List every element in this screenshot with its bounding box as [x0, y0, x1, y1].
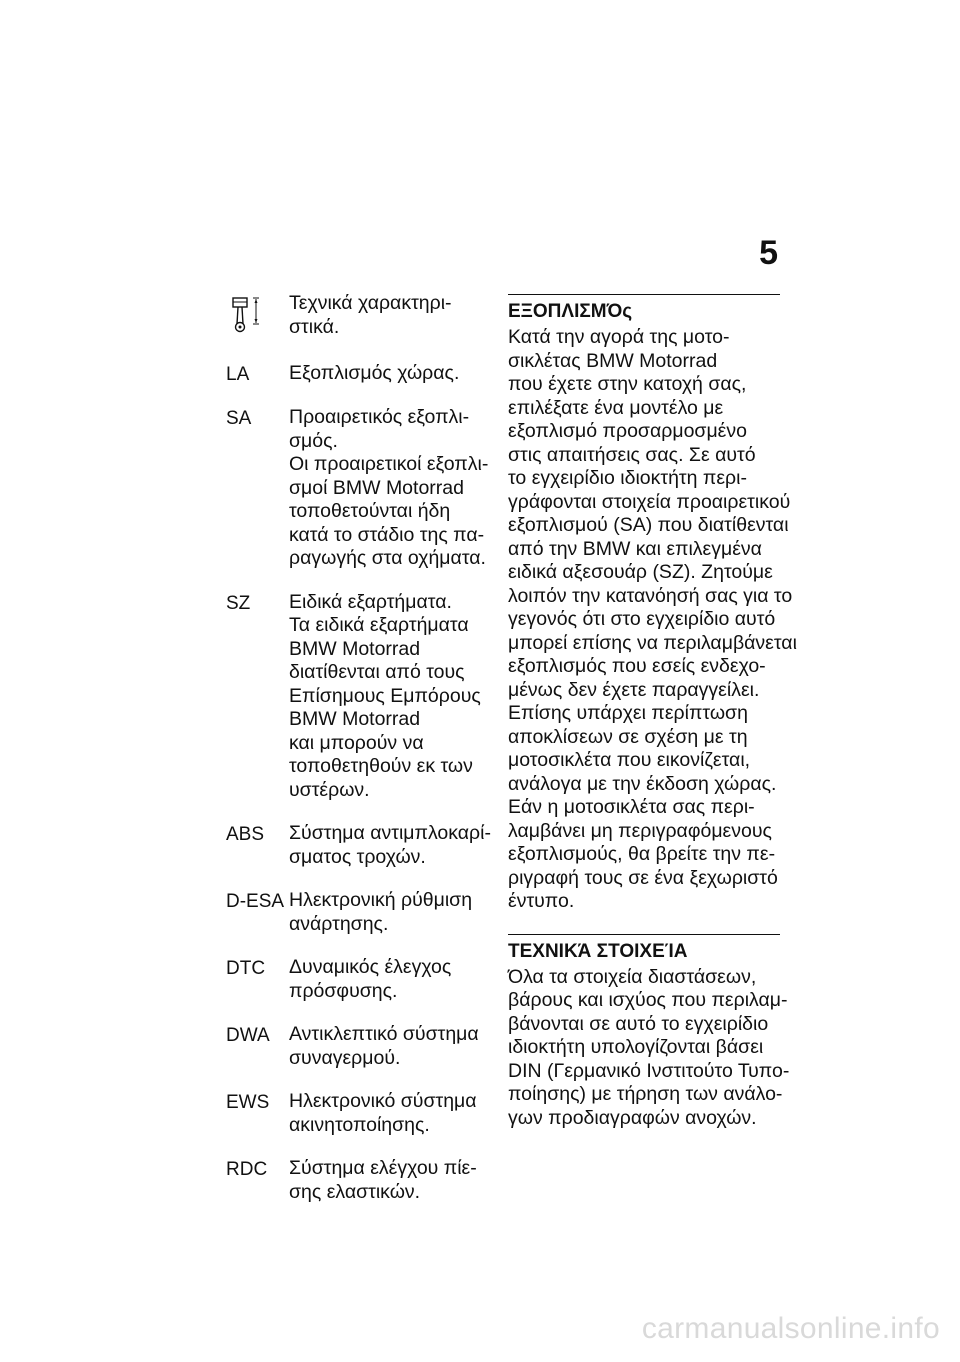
text-line: ακινητοποίησης.	[289, 1113, 430, 1136]
text-line: ριγραφή τους σε ένα ξεχωριστό	[508, 866, 778, 889]
text-line: ραγωγής στα οχήματα.	[289, 547, 486, 569]
text-line: Ηλεκτρονική ρύθμιση	[289, 889, 473, 911]
text-line: στικά.	[289, 315, 340, 338]
glossary-entry-sz	[226, 591, 486, 803]
text-line: ανάρτησης.	[289, 912, 389, 935]
text-line: Προαιρετικός εξοπλι-	[289, 406, 470, 428]
text-line: Ηλεκτρονικό σύστημα	[289, 1090, 477, 1112]
text-line: και μπορούν να	[289, 731, 424, 754]
text-line: κατά το στάδιο της πα-	[289, 523, 485, 546]
text-line: ειδικά αξεσουάρ (SZ). Ζητούμε	[508, 561, 773, 583]
text-line: γράφονται στοιχεία προαιρετικού	[508, 490, 791, 513]
text-line: γεγονός ότι στο εγχειρίδιο αυτό	[508, 608, 776, 630]
glossary-desc	[289, 889, 486, 936]
text-line: υστέρων.	[289, 778, 370, 801]
text-line: στις απαιτήσεις σας. Σε αυτό	[508, 443, 756, 466]
text-line: Σύστημα ελέγχου πίε-	[289, 1157, 477, 1179]
section-technical-data	[508, 934, 790, 1131]
text-line: Τα ειδικά εξαρτήματα	[289, 614, 469, 636]
text-line: ανάλογα με την έκδοση χώρας.	[508, 772, 777, 795]
glossary-desc	[289, 406, 488, 571]
section-body	[508, 965, 790, 1131]
text-line: λοιπόν την κατανόησή σας για το	[508, 584, 793, 607]
glossary-desc	[289, 292, 486, 342]
section-equipment	[508, 294, 797, 914]
text-line: έντυπο.	[508, 890, 575, 912]
section-title: ΕΞΟΠΛΙΣΜΌς	[508, 301, 633, 322]
piston-dimension-icon	[226, 292, 289, 342]
text-line: BMW Motorrad	[289, 708, 421, 730]
text-line: Όλα τα στοιχεία διαστάσεων,	[508, 965, 757, 988]
text-line: ποίησης) με τήρηση των ανάλο-	[508, 1083, 783, 1105]
text-line: συναγερμού.	[289, 1046, 401, 1069]
content-column	[508, 294, 797, 1130]
text-line: ιδιοκτήτη υπολογίζονται βάσει	[508, 1036, 764, 1058]
glossary-desc	[289, 1090, 486, 1137]
text-line: DIN (Γερμανικό Ινστιτούτο Τυπο-	[508, 1059, 790, 1082]
text-line: εξοπλισμού (SA) που διατίθενται	[508, 514, 789, 536]
glossary-abbr: RDC	[226, 1159, 268, 1180]
text-line: σης ελαστικών.	[289, 1180, 421, 1203]
text-line: το εγχειρίδιο ιδιοκτήτη περι-	[508, 467, 747, 489]
text-line: γων προδιαγραφών ανοχών.	[508, 1106, 757, 1129]
glossary-abbr: D-ESA	[226, 891, 285, 912]
text-line: Εξοπλισμός χώρας.	[289, 362, 460, 384]
glossary-entry-technical	[226, 292, 486, 342]
text-line: λαμβάνει μη περιγραφόμενους	[508, 819, 772, 842]
glossary-abbr: EWS	[226, 1092, 270, 1113]
text-line: Εάν η μοτοσικλέτα σας περι-	[508, 796, 755, 818]
text-line: βάρους και ισχύος που περιλαμ-	[508, 989, 788, 1011]
text-line: τοποθετούνται ήδη	[289, 500, 451, 522]
glossary-entry-la	[226, 362, 486, 386]
text-line: Επίσης υπάρχει περίπτωση	[508, 702, 748, 724]
text-line: τοποθετηθούν εκ των	[289, 755, 473, 777]
text-line: Τεχνικά χαρακτηρι-	[289, 292, 452, 314]
glossary-entry-dwa	[226, 1023, 486, 1070]
text-line: εξοπλισμό προσαρμοσμένο	[508, 420, 747, 442]
glossary-abbr: DTC	[226, 958, 266, 979]
glossary-abbr: SA	[226, 408, 252, 429]
glossary-entry-dtc	[226, 956, 486, 1003]
glossary-desc	[289, 362, 486, 386]
section-divider	[508, 294, 780, 295]
section-title: ΤΕΧΝΙΚΆ ΣΤΟΙΧΕΊΑ	[508, 940, 688, 962]
text-line: Κατά την αγορά της μοτο-	[508, 326, 730, 348]
text-line: μένως δεν έχετε παραγγείλει.	[508, 678, 760, 701]
text-line: επιλέξατε ένα μοντέλο με	[508, 396, 724, 419]
glossary-entry-desa	[226, 889, 486, 936]
glossary-column	[226, 292, 491, 1224]
text-line: βάνονται σε αυτό το εγχειρίδιο	[508, 1012, 769, 1035]
glossary-entry-sa	[226, 406, 489, 571]
glossary-desc	[289, 1157, 486, 1204]
text-line: πρόσφυσης.	[289, 979, 398, 1002]
text-line: σμός.	[289, 429, 338, 452]
watermark: carmanualsonline.info	[641, 1312, 940, 1345]
glossary-desc	[289, 1023, 486, 1070]
text-line: εξοπλισμός που εσείς ενδεχο-	[508, 655, 766, 677]
glossary-abbr: LA	[226, 364, 250, 385]
text-line: σμοί BMW Motorrad	[289, 476, 464, 499]
section-divider	[508, 934, 780, 935]
section-body	[508, 326, 797, 914]
text-line: Οι προαιρετικοί εξοπλι-	[289, 453, 489, 475]
text-line: Δυναμικός έλεγχος	[289, 956, 452, 978]
text-line: σματος τροχών.	[289, 845, 426, 868]
glossary-desc	[289, 956, 486, 1003]
text-line: Επίσημους Εμπόρους	[289, 684, 481, 707]
text-line: Αντικλεπτικό σύστημα	[289, 1023, 479, 1045]
glossary-abbr: ABS	[226, 824, 265, 845]
glossary-desc	[289, 822, 489, 869]
page-number: 5	[759, 234, 778, 272]
text-line: Σύστημα αντιμπλοκαρί-	[289, 822, 491, 844]
text-line: σικλέτας BMW Motorrad	[508, 349, 718, 372]
text-line: αποκλίσεων σε σχέση με τη	[508, 725, 748, 748]
glossary-entry-rdc	[226, 1157, 486, 1204]
glossary-abbr: DWA	[226, 1025, 270, 1046]
glossary-desc	[289, 591, 486, 803]
glossary-abbr: SZ	[226, 592, 251, 614]
text-line: διατίθενται από τους	[289, 661, 465, 683]
text-line: από την BMW και επιλεγμένα	[508, 537, 762, 560]
glossary-entry-ews	[226, 1090, 486, 1137]
text-line: μοτοσικλέτα που εικονίζεται,	[508, 749, 751, 771]
text-line: BMW Motorrad	[289, 637, 421, 660]
text-line: εξοπλισμούς, θα βρείτε την πε-	[508, 843, 776, 865]
text-line: που έχετε στην κατοχή σας,	[508, 373, 747, 395]
text-line: Ειδικά εξαρτήματα.	[289, 590, 452, 613]
glossary-entry-abs	[226, 822, 491, 869]
text-line: μπορεί επίσης να περιλαμβάνεται	[508, 631, 797, 654]
